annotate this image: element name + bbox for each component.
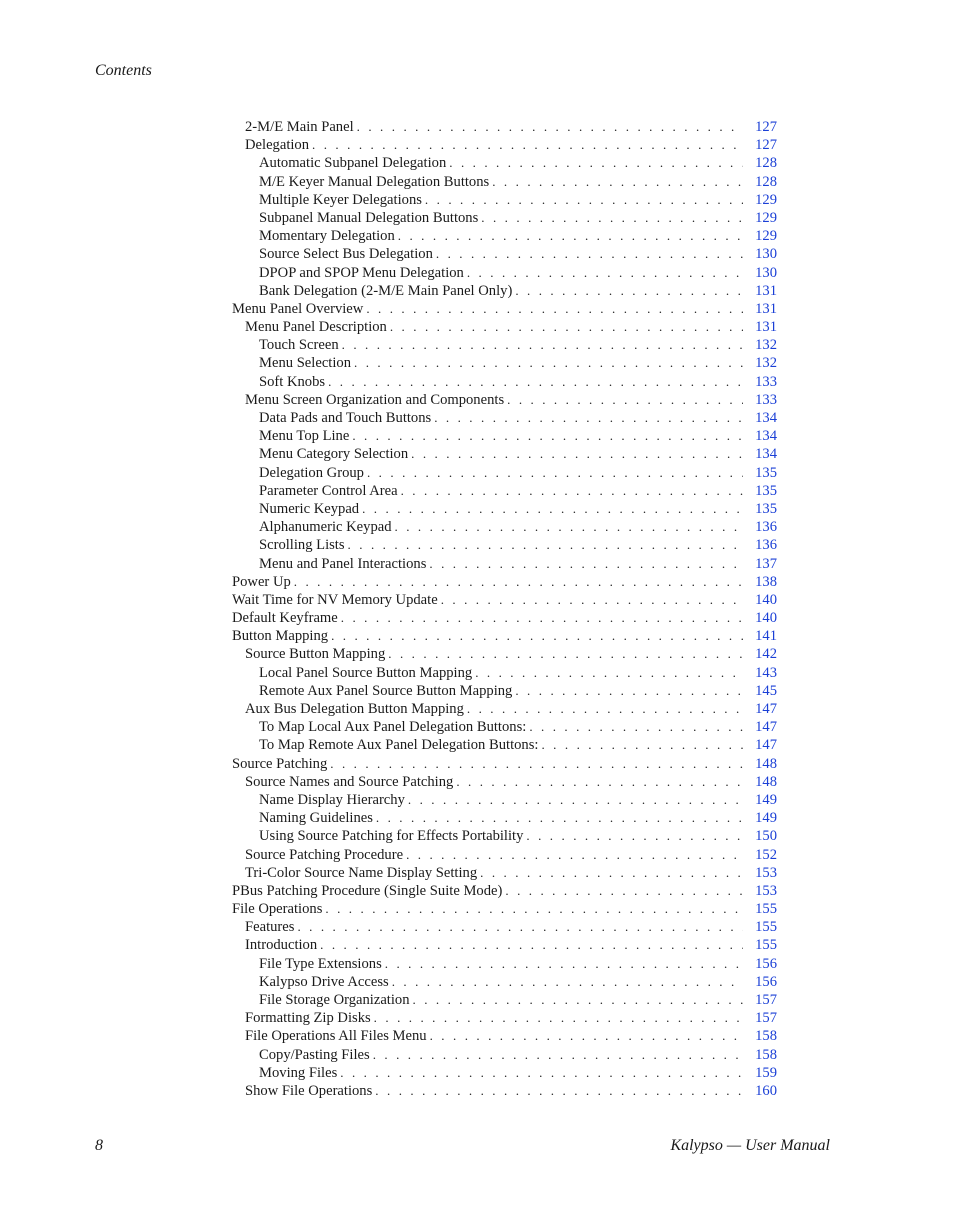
toc-entry-title: File Storage Organization — [259, 992, 410, 1008]
toc-entry-title: Menu Panel Overview — [232, 300, 364, 317]
toc-entry[interactable] — [232, 136, 777, 154]
dot-leader — [425, 191, 743, 209]
toc-page-link[interactable]: 149 — [755, 791, 777, 808]
dot-leader — [348, 536, 743, 554]
toc-entry[interactable] — [232, 809, 777, 827]
toc-entry[interactable] — [232, 536, 777, 554]
toc-entry[interactable] — [232, 700, 777, 718]
toc-entry[interactable] — [232, 936, 777, 954]
dot-leader — [456, 773, 743, 791]
dot-leader — [330, 755, 743, 773]
toc-page-link[interactable]: 147 — [755, 719, 777, 736]
dot-leader — [411, 445, 743, 463]
dot-leader — [374, 1009, 743, 1027]
dot-leader — [434, 409, 743, 427]
toc-page-link[interactable]: 160 — [755, 1082, 777, 1099]
toc-entry-title: Show File Operations — [245, 1082, 373, 1099]
toc-entry[interactable] — [232, 1082, 777, 1100]
running-header: Contents — [95, 62, 152, 79]
toc-entry[interactable] — [232, 209, 777, 227]
toc-entry-title: Delegation Group — [259, 464, 364, 481]
page-number: 8 — [95, 1137, 103, 1154]
toc-entry[interactable] — [232, 318, 777, 336]
toc-entry[interactable] — [232, 827, 777, 845]
dot-leader — [492, 173, 743, 191]
dot-leader — [408, 791, 743, 809]
toc-entry[interactable] — [232, 336, 777, 354]
dot-leader — [481, 209, 743, 227]
toc-page-link[interactable]: 142 — [755, 646, 777, 663]
toc-entry-title: Bank Delegation (2-M/E Main Panel Only) — [259, 282, 513, 299]
toc-entry[interactable] — [232, 1046, 777, 1064]
toc-page-link[interactable]: 141 — [755, 628, 777, 645]
toc-page-link[interactable]: 155 — [755, 919, 777, 936]
toc-page-link[interactable]: 129 — [755, 209, 777, 226]
toc-page-link[interactable]: 134 — [755, 446, 777, 463]
toc-page-link[interactable]: 130 — [755, 264, 777, 281]
toc-entry-title: Source Patching — [232, 755, 328, 772]
toc-entry[interactable] — [232, 373, 777, 391]
toc-entry-title: Subpanel Manual Delegation Buttons — [259, 209, 479, 226]
toc-page-link[interactable]: 135 — [755, 464, 777, 481]
toc-entry[interactable] — [232, 973, 777, 991]
toc-entry-title: Alphanumeric Keypad — [259, 519, 392, 536]
toc-page-link[interactable]: 135 — [755, 482, 777, 499]
toc-entry-title: Aux Bus Delegation Button Mapping — [245, 701, 464, 717]
toc-page-link[interactable]: 127 — [755, 137, 777, 154]
toc-page-link[interactable]: 131 — [755, 300, 777, 317]
toc-page-link[interactable]: 130 — [755, 246, 777, 263]
toc-entry[interactable] — [232, 245, 777, 263]
toc-entry[interactable] — [232, 391, 777, 409]
toc-entry[interactable] — [232, 773, 777, 791]
dot-leader — [430, 1027, 743, 1045]
toc-entry-title: Data Pads and Touch Buttons — [259, 410, 432, 426]
toc-entry[interactable] — [232, 846, 777, 864]
toc-entry-title: Soft Knobs — [259, 373, 326, 390]
toc-page-link[interactable]: 140 — [755, 591, 777, 608]
toc-entry-title: Menu Screen Organization and Components — [245, 391, 505, 408]
toc-page-link[interactable]: 133 — [755, 391, 777, 408]
toc-entry[interactable] — [232, 882, 777, 900]
toc-page-link[interactable]: 150 — [755, 828, 777, 845]
toc-page-link[interactable]: 132 — [755, 355, 777, 372]
toc-page-link[interactable]: 156 — [755, 973, 777, 990]
toc-entry-title: File Operations — [232, 901, 323, 918]
toc-entry[interactable] — [232, 591, 777, 609]
dot-leader — [413, 991, 744, 1009]
dot-leader — [357, 118, 743, 136]
dot-leader — [342, 336, 743, 354]
dot-leader — [429, 555, 743, 573]
dot-leader — [373, 1046, 743, 1064]
toc-page-link[interactable]: 136 — [755, 537, 777, 554]
toc-page-link[interactable]: 128 — [755, 173, 777, 190]
toc-page-link[interactable]: 158 — [755, 1046, 777, 1063]
dot-leader — [340, 1064, 743, 1082]
dot-leader — [375, 1082, 743, 1100]
dot-leader — [467, 264, 743, 282]
toc-entry[interactable] — [232, 173, 777, 191]
dot-leader — [352, 427, 743, 445]
toc-entry-title: Source Select Bus Delegation — [259, 246, 433, 263]
toc-entry-title: Wait Time for NV Memory Update — [232, 591, 438, 608]
toc-entry[interactable] — [232, 300, 777, 318]
toc-page-link[interactable]: 148 — [755, 755, 777, 772]
dot-leader — [341, 609, 743, 627]
dot-leader — [297, 918, 743, 936]
toc-entry[interactable] — [232, 482, 777, 500]
toc-entry-title: PBus Patching Procedure (Single Suite Mode) — [232, 882, 503, 899]
toc-entry-title: Naming Guidelines — [259, 810, 373, 827]
toc-entry[interactable] — [232, 736, 777, 754]
dot-leader — [328, 373, 743, 391]
toc-page-link[interactable]: 133 — [755, 373, 777, 390]
toc-entry-title: Source Names and Source Patching — [245, 773, 454, 790]
toc-page-link[interactable]: 157 — [755, 992, 777, 1008]
toc-page-link[interactable]: 127 — [755, 119, 777, 135]
toc-entry-title: M/E Keyer Manual Delegation Buttons — [259, 173, 490, 190]
toc-page-link[interactable]: 148 — [755, 773, 777, 790]
toc-entry-title: Parameter Control Area — [259, 482, 398, 499]
dot-leader — [362, 500, 743, 518]
dot-leader — [366, 300, 743, 318]
toc-page-link[interactable]: 137 — [755, 555, 777, 572]
dot-leader — [480, 864, 743, 882]
toc-page-link[interactable]: 159 — [755, 1064, 777, 1081]
toc-page-link[interactable]: 129 — [755, 191, 777, 208]
dot-leader — [541, 736, 743, 754]
toc-page-link[interactable]: 134 — [755, 410, 777, 426]
toc-entry[interactable] — [232, 555, 777, 573]
toc-page-link[interactable]: 156 — [755, 955, 777, 972]
toc-entry-title: Default Keyframe — [232, 610, 338, 627]
toc-page-link[interactable]: 138 — [755, 573, 777, 590]
toc-entry-title: Features — [245, 919, 295, 936]
dot-leader — [529, 718, 743, 736]
dot-leader — [515, 282, 743, 300]
dot-leader — [390, 318, 743, 336]
toc-entry-title: Menu Top Line — [259, 428, 350, 445]
toc-page-link[interactable]: 134 — [755, 428, 777, 445]
toc-page-link[interactable]: 153 — [755, 882, 777, 899]
toc-entry[interactable] — [232, 282, 777, 300]
dot-leader — [401, 482, 743, 500]
toc-page-link[interactable]: 155 — [755, 901, 777, 918]
toc-entry-title: Introduction — [245, 937, 318, 954]
dot-leader — [331, 627, 743, 645]
toc-entry[interactable] — [232, 900, 777, 918]
toc-page-link[interactable]: 143 — [755, 664, 777, 681]
toc-entry[interactable] — [232, 755, 777, 773]
toc-entry[interactable] — [232, 118, 777, 136]
toc-entry[interactable] — [232, 682, 777, 700]
toc-entry-title: Formatting Zip Disks — [245, 1010, 371, 1027]
toc-entry[interactable] — [232, 445, 777, 463]
toc-page-link[interactable]: 152 — [755, 846, 777, 863]
toc-entry-title: Using Source Patching for Effects Portability — [259, 828, 524, 845]
toc-entry[interactable] — [232, 627, 777, 645]
toc-entry-title: Delegation — [245, 137, 310, 154]
toc-entry-title: Source Patching Procedure — [245, 846, 404, 863]
toc-entry-title: Numeric Keypad — [259, 500, 360, 517]
toc-entry[interactable] — [232, 464, 777, 482]
toc-entry-title: File Operations All Files Menu — [245, 1028, 427, 1045]
toc-entry[interactable] — [232, 354, 777, 372]
dot-leader — [312, 136, 743, 154]
dot-leader — [505, 882, 743, 900]
toc-entry-title: Name Display Hierarchy — [259, 791, 405, 808]
dot-leader — [507, 391, 743, 409]
toc-entry[interactable] — [232, 664, 777, 682]
dot-leader — [392, 973, 743, 991]
dot-leader — [354, 354, 743, 372]
toc-page-link[interactable]: 128 — [755, 155, 777, 172]
toc-entry-title: Momentary Delegation — [259, 228, 395, 245]
dot-leader — [475, 664, 743, 682]
toc-entry[interactable] — [232, 718, 777, 736]
toc-entry-title: Menu Selection — [259, 355, 352, 372]
dot-leader — [441, 591, 743, 609]
toc-entry-title: Source Button Mapping — [245, 646, 386, 663]
toc-entry[interactable] — [232, 500, 777, 518]
dot-leader — [436, 245, 743, 263]
toc-entry[interactable] — [232, 264, 777, 282]
toc-entry-title: To Map Local Aux Panel Delegation Buttons: — [259, 719, 527, 736]
dot-leader — [325, 900, 743, 918]
toc-entry[interactable] — [232, 573, 777, 591]
toc-entry-title: Copy/Pasting Files — [259, 1046, 370, 1063]
toc-page-link[interactable]: 157 — [755, 1010, 777, 1027]
toc-page-link[interactable]: 145 — [755, 682, 777, 699]
dot-leader — [294, 573, 743, 591]
dot-leader — [385, 955, 743, 973]
toc-entry[interactable] — [232, 645, 777, 663]
toc-entry[interactable] — [232, 154, 777, 172]
toc-page-link[interactable]: 132 — [755, 337, 777, 354]
dot-leader — [367, 464, 743, 482]
dot-leader — [449, 154, 743, 172]
toc-entry[interactable] — [232, 791, 777, 809]
toc-entry-title: Scrolling Lists — [259, 537, 345, 554]
toc-entry[interactable] — [232, 191, 777, 209]
toc-entry[interactable] — [232, 864, 777, 882]
toc-entry-title: Kalypso Drive Access — [259, 973, 389, 990]
toc-entry-title: Moving Files — [259, 1064, 338, 1081]
dot-leader — [398, 227, 743, 245]
toc-entry[interactable] — [232, 955, 777, 973]
toc-entry-title: DPOP and SPOP Menu Delegation — [259, 264, 464, 281]
toc-entry[interactable] — [232, 1064, 777, 1082]
toc-entry-title: Remote Aux Panel Source Button Mapping — [259, 682, 513, 699]
toc-entry[interactable] — [232, 518, 777, 536]
toc-entry[interactable] — [232, 918, 777, 936]
toc-page-link[interactable]: 131 — [755, 319, 777, 336]
toc-entry[interactable] — [232, 227, 777, 245]
dot-leader — [320, 936, 743, 954]
toc-page-link[interactable]: 153 — [755, 864, 777, 881]
toc-page-link[interactable]: 147 — [755, 737, 777, 754]
toc-entry-title: Touch Screen — [259, 337, 339, 354]
toc-entry-title: Button Mapping — [232, 628, 329, 645]
toc-entry[interactable] — [232, 1027, 777, 1045]
table-of-contents — [232, 118, 777, 1100]
toc-entry[interactable] — [232, 1009, 777, 1027]
toc-entry-title: Tri-Color Source Name Display Setting — [245, 864, 478, 881]
toc-entry-title: Multiple Keyer Delegations — [259, 191, 422, 208]
dot-leader — [376, 809, 743, 827]
toc-entry[interactable] — [232, 409, 777, 427]
dot-leader — [467, 700, 743, 718]
toc-page-link[interactable]: 135 — [755, 500, 777, 517]
dot-leader — [515, 682, 743, 700]
toc-page-link[interactable]: 136 — [755, 519, 777, 536]
toc-entry-title: Menu Panel Description — [245, 319, 387, 336]
toc-entry-title: 2-M/E Main Panel — [245, 119, 354, 135]
dot-leader — [395, 518, 743, 536]
toc-page-link[interactable]: 147 — [755, 701, 777, 717]
toc-page-link[interactable]: 129 — [755, 228, 777, 245]
toc-entry-title: Local Panel Source Button Mapping — [259, 664, 473, 681]
toc-entry-title: Automatic Subpanel Delegation — [259, 155, 447, 172]
toc-entry-title: Menu and Panel Interactions — [259, 555, 427, 572]
dot-leader — [526, 827, 743, 845]
toc-page-link[interactable]: 131 — [755, 282, 777, 299]
toc-page-link[interactable]: 140 — [755, 610, 777, 627]
toc-entry-title: File Type Extensions — [259, 955, 382, 972]
toc-entry-title: Menu Category Selection — [259, 446, 409, 463]
dot-leader — [388, 645, 743, 663]
toc-entry[interactable] — [232, 609, 777, 627]
toc-page-link[interactable]: 158 — [755, 1028, 777, 1045]
toc-entry-title: To Map Remote Aux Panel Delegation Buttons: — [259, 737, 539, 754]
toc-entry-title: Power Up — [232, 573, 291, 590]
toc-entry[interactable] — [232, 991, 777, 1009]
dot-leader — [406, 846, 743, 864]
toc-page-link[interactable]: 149 — [755, 810, 777, 827]
toc-page-link[interactable]: 155 — [755, 937, 777, 954]
book-title: Kalypso — User Manual — [670, 1137, 830, 1154]
toc-entry[interactable] — [232, 427, 777, 445]
